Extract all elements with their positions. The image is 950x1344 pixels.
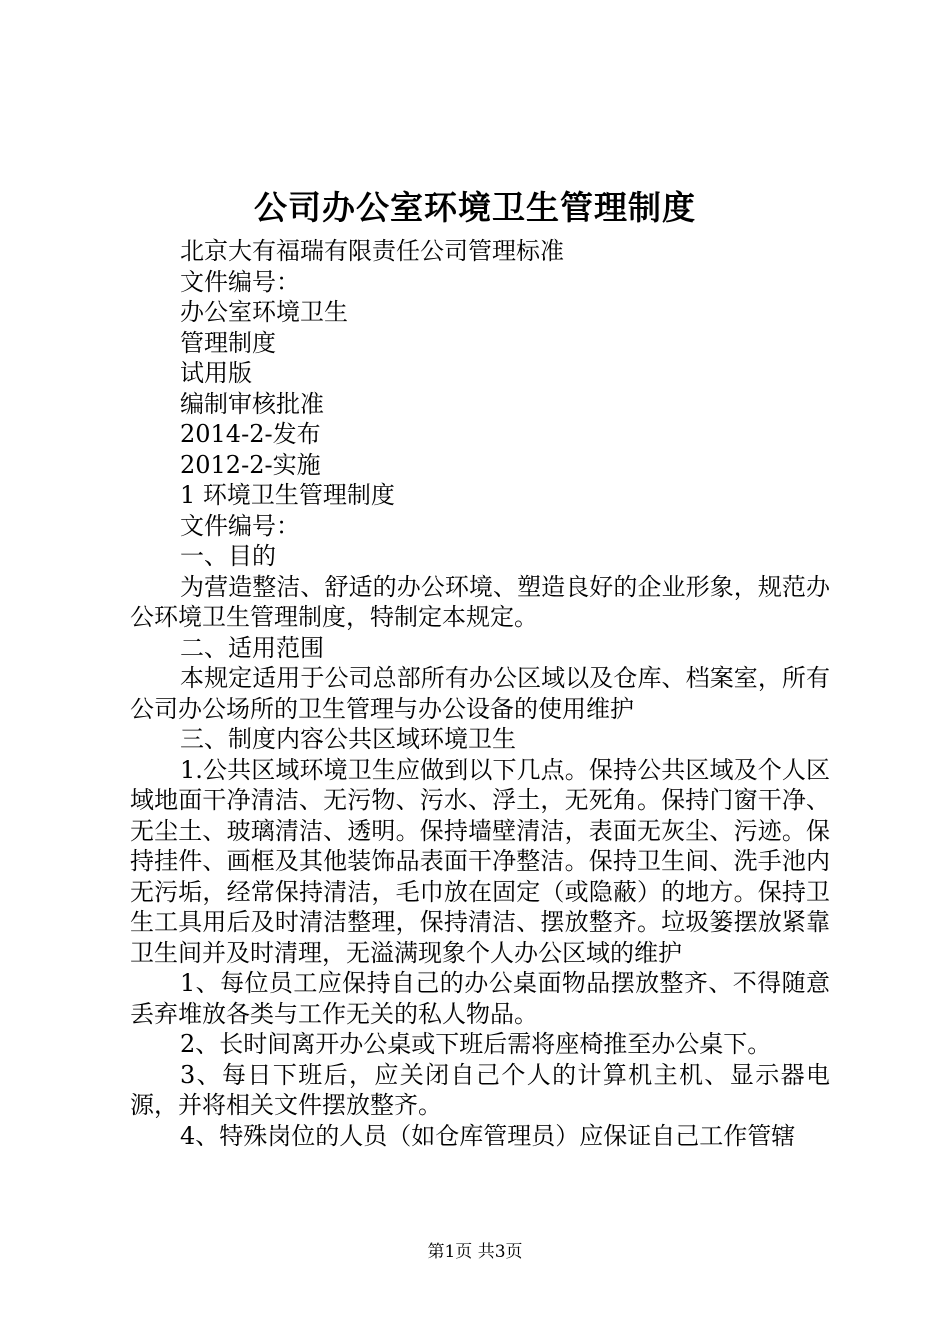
publish-date-line: 2014-2-发布 xyxy=(180,420,321,448)
content-heading: 三、制度内容公共区域环境卫生 xyxy=(180,725,516,753)
document-title: 公司办公室环境卫生管理制度 xyxy=(254,188,696,227)
purpose-heading: 一、目的 xyxy=(180,542,276,570)
document-version-line: 试用版 xyxy=(180,359,252,387)
rule-item-4: 4、特殊岗位的人员（如仓库管理员）应保证自己工作管辖 xyxy=(180,1121,796,1150)
section-title-line: 1 环境卫生管理制度 xyxy=(180,481,395,509)
approval-line: 编制审核批准 xyxy=(180,389,324,418)
rule-item-3: 3、每日下班后，应关闭自己个人的计算机主机、显示器电源，并将相关文件摆放整齐。 xyxy=(130,1060,830,1119)
scope-paragraph: 本规定适用于公司总部所有办公区域以及仓库、档案室，所有公司办公场所的卫生管理与办公设备的使用维护 xyxy=(130,664,830,723)
company-standard-line: 北京大有福瑞有限责任公司管理标准 xyxy=(180,237,564,265)
page-number-footer: 第1页 共3页 xyxy=(427,1242,523,1262)
rule-item-1: 1、每位员工应保持自己的办公桌面物品摆放整齐、不得随意丢弃堆放各类与工作无关的私人物品。 xyxy=(130,969,830,1028)
scope-heading: 二、适用范围 xyxy=(180,633,324,662)
purpose-paragraph: 为营造整洁、舒适的办公环境、塑造良好的企业形象，规范办公环境卫生管理制度，特制定本规定。 xyxy=(130,572,830,631)
rule-item-2: 2、长时间离开办公桌或下班后需将座椅推至办公桌下。 xyxy=(180,1030,772,1058)
public-area-paragraph: 1.公共区域环境卫生应做到以下几点。保持公共区域及个人区域地面干净清洁、无污物、污水、浮土，无死角。保持门窗干净、无尘土、玻璃清洁、透明。保持墙壁清洁，表面无灰尘、污迹。保持挂件、画框及其他装饰品表面干净整洁。保持卫生间、洗手池内无污垢，经常保持清洁，毛巾放在固定（或隐蔽）的地方。保持卫生工具用后及时清洁整理，保持清洁、摆放整齐。垃圾篓摆放紧靠卫生间并及时清理，无溢满现象个人办公区域的维护 xyxy=(130,755,830,967)
implementation-date-line: 2012-2-实施 xyxy=(180,450,321,479)
file-number-label-repeat: 文件编号： xyxy=(180,511,300,540)
document-type-line: 管理制度 xyxy=(180,328,276,357)
document-subject-line: 办公室环境卫生 xyxy=(180,298,348,326)
document-body xyxy=(130,236,830,1151)
file-number-label: 文件编号： xyxy=(180,267,300,296)
